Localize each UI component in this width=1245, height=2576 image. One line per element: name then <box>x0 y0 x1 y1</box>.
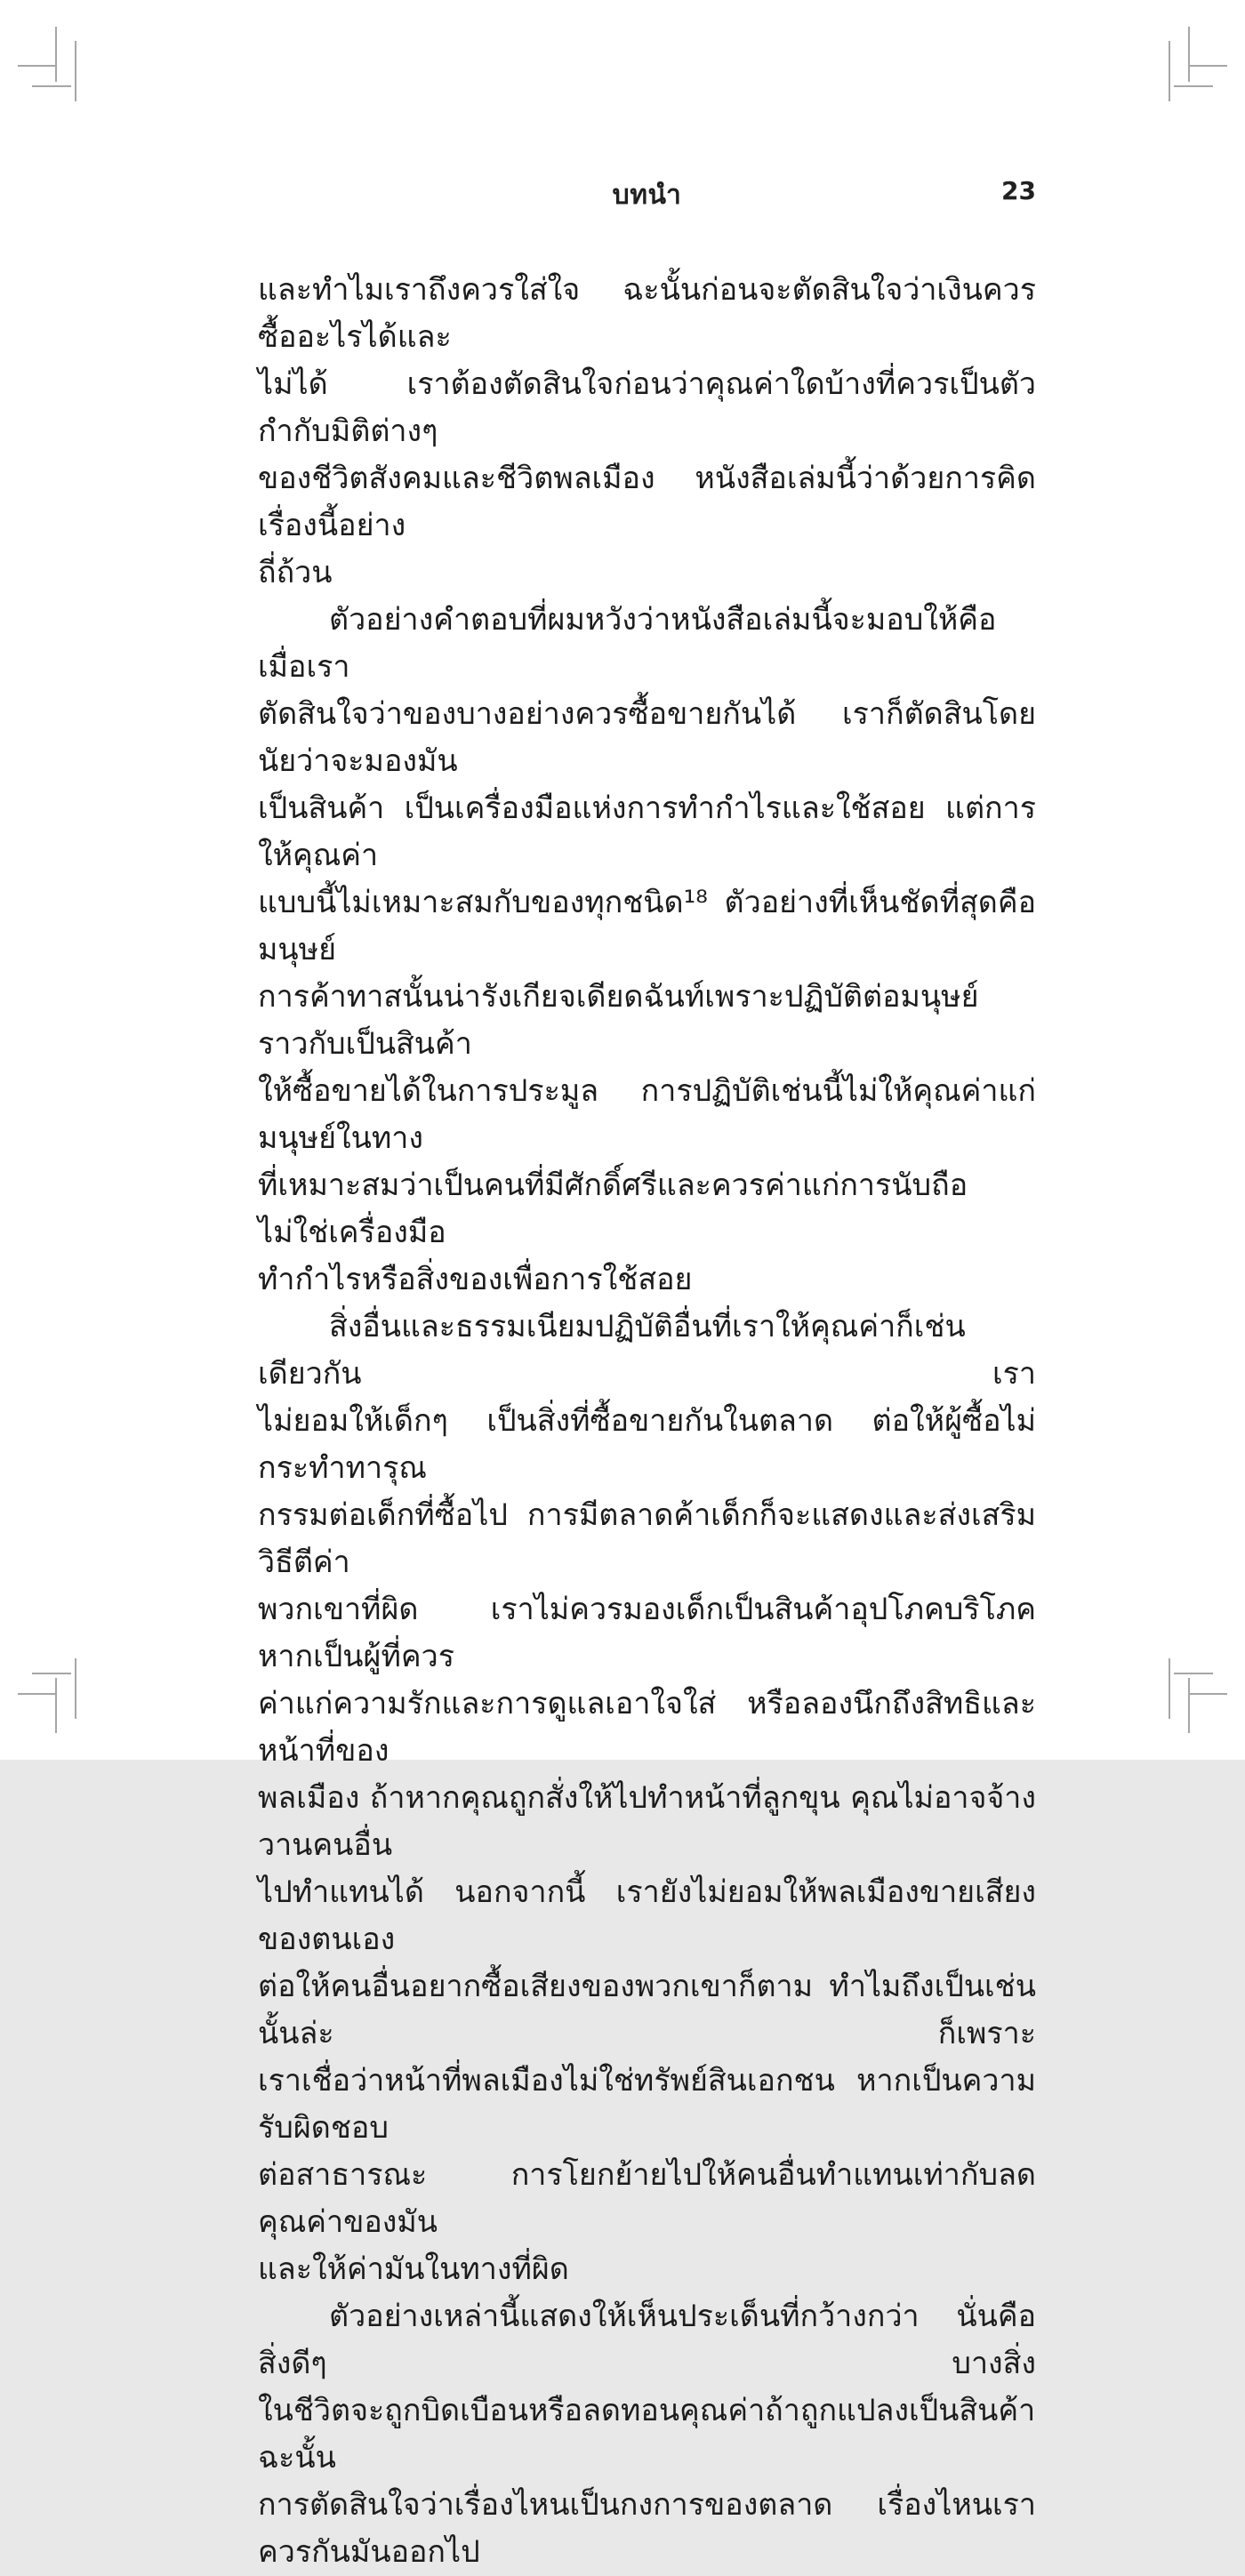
text-line: กรรมต่อเด็กที่ซื้อไป การมีตลาดค้าเด็กก็จะแสดงและส่งเสริมวิธีตีค่า <box>258 1497 1036 1580</box>
text-line: ต่อสาธารณะ การโยกย้ายไปให้คนอื่นทำแทนเท่ากับลดคุณค่าของมัน <box>258 2157 1036 2240</box>
paragraph <box>258 597 1036 1304</box>
paragraph <box>258 2293 1036 2576</box>
crop-line <box>18 65 55 67</box>
crop-line <box>32 1673 71 1674</box>
paragraph <box>258 1304 1036 2293</box>
text-line: ตัวอย่างเหล่านี้แสดงให้เห็นประเด็นที่กว้างกว่า นั่นคือ สิ่งดีๆ บางสิ่ง <box>258 2299 1036 2381</box>
text-line: ไม่ยอมให้เด็กๆ เป็นสิ่งที่ซื้อขายกันในตลาด ต่อให้ผู้ซื้อไม่กระทำทารุณ <box>258 1403 1036 1486</box>
text-line: ถี่ถ้วน <box>258 555 333 590</box>
text-line: ตัวอย่างคำตอบที่ผมหวังว่าหนังสือเล่มนี้จะมอบให้คือ เมื่อเรา <box>258 602 997 685</box>
text-line: ให้ซื้อขายได้ในการประมูล การปฏิบัติเช่นนี้ไม่ให้คุณค่าแก่มนุษย์ในทาง <box>258 1073 1036 1156</box>
crop-line <box>1174 85 1213 87</box>
text-line: แบบนี้ไม่เหมาะสมกับของทุกชนิด¹⁸ ตัวอย่างที่เห็นชัดที่สุดคือมนุษย์ <box>258 885 1036 967</box>
crop-line <box>32 85 71 87</box>
crop-line <box>55 27 57 82</box>
paragraph <box>258 267 1036 597</box>
crop-line <box>1188 27 1190 82</box>
text-line: การค้าทาสนั้นน่ารังเกียจเดียดฉันท์เพราะปฏิบัติต่อมนุษย์ราวกับเป็นสินค้า <box>258 979 979 1062</box>
text-line: ของชีวิตสังคมและชีวิตพลเมือง หนังสือเล่มนี้ว่าด้วยการคิดเรื่องนี้อย่าง <box>258 461 1036 543</box>
body-text <box>258 267 1036 2576</box>
text-line: เป็นสินค้า เป็นเครื่องมือแห่งการทำกำไรและใช้สอย แต่การให้คุณค่า <box>258 790 1036 873</box>
page-header <box>258 174 1036 215</box>
text-line: การตัดสินใจว่าเรื่องไหนเป็นกงการของตลาด เรื่องไหนเราควรกันมันออกไป <box>258 2487 1036 2570</box>
crop-line <box>1188 1678 1190 1733</box>
crop-line <box>75 1658 76 1719</box>
chapter-title: บทนำ <box>612 180 682 211</box>
text-line: ที่เหมาะสมว่าเป็นคนที่มีศักดิ์ศรีและควรค่าแก่การนับถือ ไม่ใช่เครื่องมือ <box>258 1168 968 1250</box>
crop-line <box>1169 41 1170 101</box>
text-line: พวกเขาที่ผิด เราไม่ควรมองเด็กเป็นสินค้าอุปโภคบริโภค หากเป็นผู้ที่ควร <box>258 1592 1036 1674</box>
page-number: 23 <box>1001 176 1036 205</box>
text-line: ในชีวิตจะถูกบิดเบือนหรือลดทอนคุณค่าถ้าถูกแปลงเป็นสินค้า ฉะนั้น <box>258 2393 1036 2476</box>
crop-line <box>18 1693 55 1695</box>
text-line: ไม่ได้ เราต้องตัดสินใจก่อนว่าคุณค่าใดบ้างที่ควรเป็นตัวกำกับมิติต่างๆ <box>258 366 1036 449</box>
crop-line <box>1190 1693 1227 1695</box>
text-line: ค่าแก่ความรักและการดูแลเอาใจใส่ หรือลองนึกถึงสิทธิและหน้าที่ของ <box>258 1686 1036 1769</box>
crop-line <box>75 41 76 101</box>
crop-line <box>1174 1673 1213 1674</box>
text-line: ทำกำไรหรือสิ่งของเพื่อการใช้สอย <box>258 1262 693 1297</box>
text-line: สิ่งอื่นและธรรมเนียมปฏิบัติอื่นที่เราให้คุณค่าก็เช่นเดียวกัน เรา <box>258 1309 1036 1392</box>
crop-line <box>1190 65 1227 67</box>
text-line: และให้ค่ามันในทางที่ผิด <box>258 2251 569 2287</box>
text-line: ตัดสินใจว่าของบางอย่างควรซื้อขายกันได้ เราก็ตัดสินโดยนัยว่าจะมองมัน <box>258 696 1036 779</box>
text-line: และทำไมเราถึงควรใส่ใจ ฉะนั้นก่อนจะตัดสินใจว่าเงินควรซื้ออะไรได้และ <box>258 272 1036 355</box>
crop-line <box>1169 1658 1170 1719</box>
text-line: เราเชื่อว่าหน้าที่พลเมืองไม่ใช่ทรัพย์สินเอกชน หากเป็นความรับผิดชอบ <box>258 2063 1036 2146</box>
text-line: ต่อให้คนอื่นอยากซื้อเสียงของพวกเขาก็ตาม ทำไมถึงเป็นเช่นนั้นล่ะ ก็เพราะ <box>258 1969 1036 2051</box>
text-line: พลเมือง ถ้าหากคุณถูกสั่งให้ไปทำหน้าที่ลูกขุน คุณไม่อาจจ้างวานคนอื่น <box>258 1780 1036 1863</box>
text-line: ไปทำแทนได้ นอกจากนี้ เรายังไม่ยอมให้พลเมืองขายเสียงของตนเอง <box>258 1874 1036 1957</box>
crop-line <box>55 1678 57 1733</box>
